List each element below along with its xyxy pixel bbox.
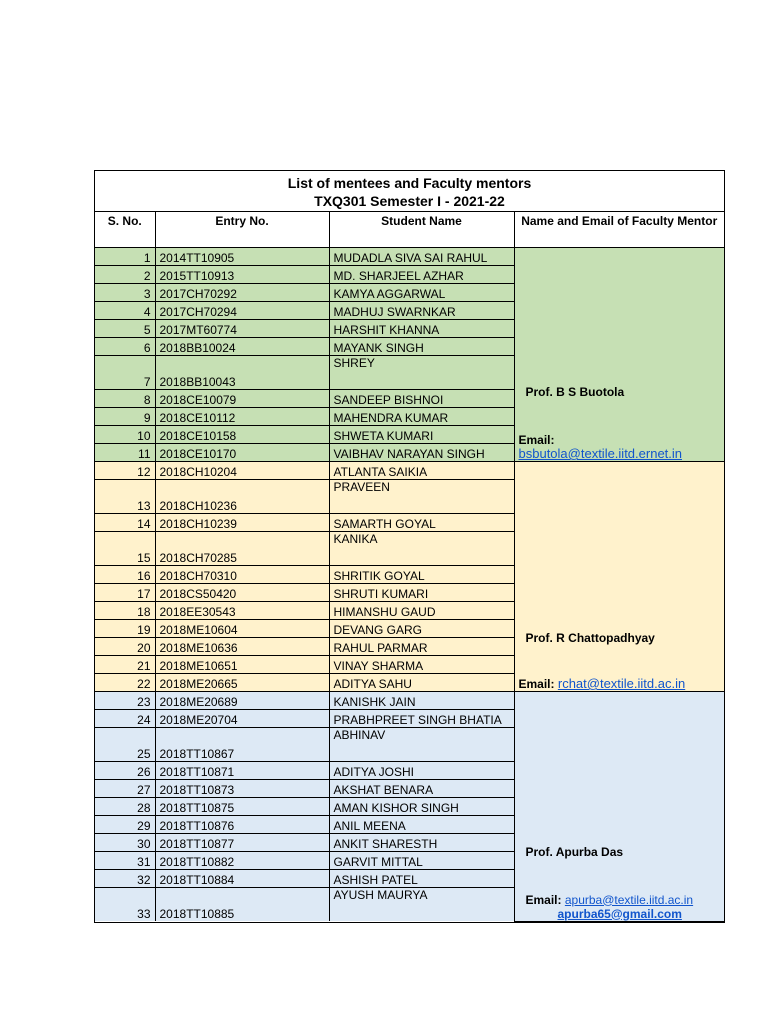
- cell-student-name: AKSHAT BENARA: [329, 780, 514, 798]
- cell-entry-no: 2018CS50420: [155, 584, 329, 602]
- cell-student-name: MD. SHARJEEL AZHAR: [329, 266, 514, 284]
- cell-sno: 10: [95, 426, 155, 444]
- table-row: [95, 248, 724, 266]
- cell-student-name: KANISHK JAIN: [329, 692, 514, 710]
- cell-entry-no: 2015TT10913: [155, 266, 329, 284]
- cell-entry-no: 2018CE10170: [155, 444, 329, 462]
- cell-student-name: MADHUJ SWARNKAR: [329, 302, 514, 320]
- cell-student-name: MAHENDRA KUMAR: [329, 408, 514, 426]
- cell-entry-no: 2018CE10112: [155, 408, 329, 426]
- mentor-name: Prof. B S Buotola: [525, 385, 625, 399]
- cell-student-name: MAYANK SINGH: [329, 338, 514, 356]
- cell-entry-no: 2018TT10884: [155, 870, 329, 888]
- cell-student-name: SHREY: [329, 356, 514, 390]
- email-label: Email:: [518, 433, 555, 447]
- table-row: [95, 462, 724, 480]
- cell-faculty-mentor: [514, 462, 724, 692]
- cell-entry-no: 2018CH70310: [155, 566, 329, 584]
- cell-sno: 11: [95, 444, 155, 462]
- cell-student-name: SHRUTI KUMARI: [329, 584, 514, 602]
- cell-sno: 29: [95, 816, 155, 834]
- cell-student-name: ADITYA SAHU: [329, 674, 514, 692]
- cell-entry-no: 2018ME20665: [155, 674, 329, 692]
- cell-sno: 32: [95, 870, 155, 888]
- mentor-email-link[interactable]: bsbutola@textile.iitd.ernet.in: [518, 446, 683, 461]
- mentor-name: Prof. R Chattopadhyay: [525, 631, 655, 645]
- cell-student-name: AMAN KISHOR SINGH: [329, 798, 514, 816]
- cell-sno: 21: [95, 656, 155, 674]
- cell-student-name: SANDEEP BISHNOI: [329, 390, 514, 408]
- document-title: [95, 171, 724, 211]
- cell-entry-no: 2018CE10079: [155, 390, 329, 408]
- cell-sno: 17: [95, 584, 155, 602]
- cell-sno: 25: [95, 728, 155, 762]
- cell-student-name: ASHISH PATEL: [329, 870, 514, 888]
- cell-entry-no: 2018TT10882: [155, 852, 329, 870]
- cell-entry-no: 2018TT10875: [155, 798, 329, 816]
- cell-sno: 30: [95, 834, 155, 852]
- cell-sno: 13: [95, 480, 155, 514]
- cell-sno: 33: [95, 888, 155, 922]
- email-label: Email:: [525, 892, 562, 907]
- cell-student-name: ABHINAV: [329, 728, 514, 762]
- mentor-email-block: [519, 433, 721, 461]
- cell-entry-no: 2017CH70294: [155, 302, 329, 320]
- cell-student-name: KANIKA: [329, 532, 514, 566]
- mentor-email-link[interactable]: rchat@textile.iitd.ac.in: [557, 676, 686, 691]
- cell-sno: 2: [95, 266, 155, 284]
- cell-sno: 12: [95, 462, 155, 480]
- cell-sno: 20: [95, 638, 155, 656]
- cell-sno: 31: [95, 852, 155, 870]
- cell-sno: 4: [95, 302, 155, 320]
- mentor-email-link[interactable]: apurba65@gmail.com: [557, 906, 682, 921]
- header-row: [95, 212, 724, 248]
- cell-sno: 8: [95, 390, 155, 408]
- cell-sno: 1: [95, 248, 155, 266]
- cell-student-name: VAIBHAV NARAYAN SINGH: [329, 444, 514, 462]
- cell-entry-no: 2017MT60774: [155, 320, 329, 338]
- cell-student-name: SAMARTH GOYAL: [329, 514, 514, 532]
- cell-sno: 9: [95, 408, 155, 426]
- cell-sno: 19: [95, 620, 155, 638]
- cell-entry-no: 2018TT10877: [155, 834, 329, 852]
- cell-entry-no: 2018CE10158: [155, 426, 329, 444]
- cell-entry-no: 2018TT10873: [155, 780, 329, 798]
- cell-entry-no: 2018ME10604: [155, 620, 329, 638]
- cell-entry-no: 2018EE30543: [155, 602, 329, 620]
- cell-entry-no: 2018TT10885: [155, 888, 329, 922]
- cell-sno: 27: [95, 780, 155, 798]
- cell-student-name: HARSHIT KHANNA: [329, 320, 514, 338]
- cell-entry-no: 2018ME20689: [155, 692, 329, 710]
- cell-faculty-mentor: [514, 692, 724, 922]
- cell-entry-no: 2018CH10239: [155, 514, 329, 532]
- cell-sno: 3: [95, 284, 155, 302]
- cell-entry-no: 2018BB10043: [155, 356, 329, 390]
- cell-sno: 16: [95, 566, 155, 584]
- cell-student-name: ATLANTA SAIKIA: [329, 462, 514, 480]
- cell-sno: 28: [95, 798, 155, 816]
- title-line-1: List of mentees and Faculty mentors: [287, 175, 532, 191]
- header-sno: S. No.: [95, 212, 155, 248]
- mentor-email-link[interactable]: apurba@textile.iitd.ac.in: [564, 892, 694, 907]
- cell-sno: 14: [95, 514, 155, 532]
- cell-entry-no: 2018CH10204: [155, 462, 329, 480]
- cell-entry-no: 2018CH70285: [155, 532, 329, 566]
- cell-student-name: DEVANG GARG: [329, 620, 514, 638]
- header-entry: Entry No.: [155, 212, 329, 248]
- cell-sno: 22: [95, 674, 155, 692]
- cell-student-name: PRAVEEN: [329, 480, 514, 514]
- cell-student-name: MUDADLA SIVA SAI RAHUL: [329, 248, 514, 266]
- cell-sno: 6: [95, 338, 155, 356]
- cell-entry-no: 2017CH70292: [155, 284, 329, 302]
- header-mentor: Name and Email of Faculty Mentor: [514, 212, 724, 248]
- cell-student-name: GARVIT MITTAL: [329, 852, 514, 870]
- cell-entry-no: 2018ME10651: [155, 656, 329, 674]
- cell-sno: 26: [95, 762, 155, 780]
- mentor-email-block: [519, 893, 721, 921]
- cell-entry-no: 2014TT10905: [155, 248, 329, 266]
- cell-student-name: ANIL MEENA: [329, 816, 514, 834]
- cell-student-name: PRABHPREET SINGH BHATIA: [329, 710, 514, 728]
- cell-entry-no: 2018TT10867: [155, 728, 329, 762]
- cell-sno: 24: [95, 710, 155, 728]
- cell-sno: 7: [95, 356, 155, 390]
- cell-sno: 15: [95, 532, 155, 566]
- title-line-2: TXQ301 Semester I - 2021-22: [314, 193, 505, 209]
- cell-student-name: ADITYA JOSHI: [329, 762, 514, 780]
- cell-student-name: KAMYA AGGARWAL: [329, 284, 514, 302]
- mentor-email-block: [519, 677, 721, 691]
- cell-entry-no: 2018TT10876: [155, 816, 329, 834]
- cell-entry-no: 2018CH10236: [155, 480, 329, 514]
- cell-sno: 23: [95, 692, 155, 710]
- mentor-list-sheet: [94, 170, 725, 923]
- cell-student-name: SHWETA KUMARI: [329, 426, 514, 444]
- cell-sno: 5: [95, 320, 155, 338]
- cell-student-name: AYUSH MAURYA: [329, 888, 514, 922]
- table-body: [95, 248, 724, 922]
- cell-student-name: VINAY SHARMA: [329, 656, 514, 674]
- cell-student-name: SHRITIK GOYAL: [329, 566, 514, 584]
- cell-entry-no: 2018ME20704: [155, 710, 329, 728]
- cell-faculty-mentor: [514, 248, 724, 462]
- cell-entry-no: 2018ME10636: [155, 638, 329, 656]
- cell-entry-no: 2018TT10871: [155, 762, 329, 780]
- mentee-table: [95, 211, 724, 922]
- cell-student-name: HIMANSHU GAUD: [329, 602, 514, 620]
- cell-student-name: RAHUL PARMAR: [329, 638, 514, 656]
- header-name: Student Name: [329, 212, 514, 248]
- cell-entry-no: 2018BB10024: [155, 338, 329, 356]
- table-row: [95, 692, 724, 710]
- mentor-name: Prof. Apurba Das: [525, 844, 624, 859]
- cell-sno: 18: [95, 602, 155, 620]
- email-label: Email:: [518, 677, 555, 691]
- cell-student-name: ANKIT SHARESTH: [329, 834, 514, 852]
